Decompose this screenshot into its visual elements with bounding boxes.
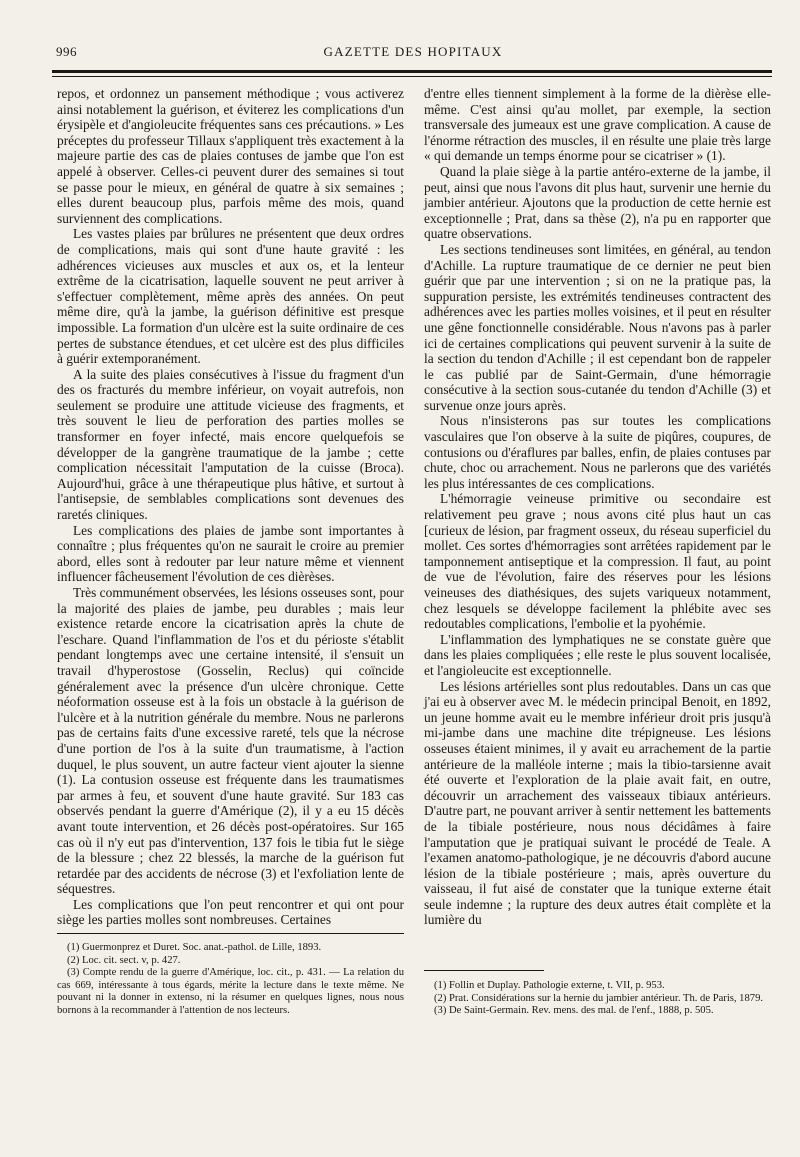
paragraph: Les lésions artérielles sont plus redoutables. Dans un cas que j'ai eu à observer avec M. le médecin principal Benoit, en 1892, un jeune homme avait eu le membre inférieur droit pris jusqu'à mi-jambe dans une machine dite trépigneuse. Les lésions osseuses étaient minimes, il y avait eu arrachement de la partie antérieure de la malléole interne ; mais la tibio-tarsienne avait été ouverte et l'exploration de la plaie avait fait, en outre, découvrir un arrachement des vaisseaux tibiaux antérieurs. D'autre part, ne pouvant arriver à sentir nettement les battements de la tibiale postérieure, nous nous décidâmes à faire l'amputation que je pratiquai suivant le procédé de Teale. A l'examen anatomo-pathologique, je ne découvris d'abord aucune lésion de la tibiale postérieure ; mais, après ouverture du vaisseau, il fut aisé de constater que la tunique externe était seule indemne ; la rupture des deux autres était complète et la lumière du — [424, 678, 771, 928]
footnote-rule — [57, 933, 404, 934]
paragraph: A la suite des plaies consécutives à l'issue du fragment d'un des os fracturés du membre inférieur, on voyait autrefois, non seulement se produire une attitude vicieuse des fragments, et très souvent le lieu de perforation des parties molles se transformer en foyer infecté, mais encore quelquefois se développer de la gangrène traumatique de la jambe ; cette complication nécessitait l'amputation de la cuisse (Broca). Aujourd'hui, grâce à une thérapeutique plus hâtive, et surtout à l'antisepsie, de semblables complications sont devenues des raretés cliniques. — [57, 366, 404, 523]
paragraph: L'inflammation des lymphatiques ne se constate guère que dans les plaies compliquées ; elle reste le plus souvent localisée, et l'angioleucite est exceptionnelle. — [424, 631, 771, 678]
page-number: 996 — [56, 44, 77, 59]
footnote: (1) Follin et Duplay. Pathologie externe, t. VII, p. 953. — [434, 980, 665, 992]
running-header — [56, 44, 770, 66]
paragraph: L'hémorragie veineuse primitive ou secondaire est relativement peu grave ; nous avons cité plus haut un cas [curieux de lésion, par fragment osseux, du réseau superficiel du mollet. Ces sortes d'hémorragies sont arrêtées rapidement par le tamponnement antiseptique et la compression. Il faut, au point de vue de l'évolution, faire des réserves pour les lésions veineuses des diathésiques, des sujets variqueux notamment, chez lesquels se développe facilement la phlébite avec ses redoutables complications, l'embolie et la pyohémie. — [424, 491, 771, 632]
paragraph: Les vastes plaies par brûlures ne présentent que deux ordres de complications, mais qui sont d'une haute gravité : les adhérences vicieuses aux muscles et aux os, et la lenteur extrême de la cicatrisation, laquelle souvent ne peut arriver à s'effectuer complètement, même après des années. On peut même dire, qu'à la jambe, la guérison définitive est presque impossible. La formation d'un ulcère est la suite ordinaire de ces pertes de substance étendues, et cet ulcère est des plus difficiles à guérir extemporanément. — [57, 226, 404, 367]
paragraph: Très communément observées, les lésions osseuses sont, pour la majorité des plaies de jambe, peu durables ; mais leur existence retarde encore la cicatrisation après la chute de l'eschare. Quand l'inflammation de l'os et du périoste s'établit pendant longtemps avec une certaine intensité, il s'ensuit un travail d'hyperostose (Gosselin, Reclus) qui coïncide généralement avec la présence d'un ulcère chronique. Cette néoformation osseuse est à la fois un obstacle à la guérison de l'ulcère et à la nutrition générale du membre. Nous ne parlerons pas de certains faits d'une excessive rareté, tels que la nécrose d'une portion de l'os à la suite d'un traumatisme, à l'action duquel, le plus souvent, un autre facteur vient ajouter la sienne (1). La contusion osseuse est fréquente dans les traumatismes par armes à feu, et souvent d'une haute gravité. Sur 183 cas observés pendant la guerre d'Amérique (2), il y a eu 15 décès avant toute intervention, et 26 décès post-opératoires. Sur 165 cas où il n'y eut pas d'intervention, 137 fois le tibia fut le siège de la blessure ; chez 22 blessés, la marche de la guérison fut retardée par des accidents de nécrose (3) et l'exfoliation lente de séquestres. — [57, 585, 404, 897]
header-rule-thin — [52, 76, 772, 77]
paragraph: Les sections tendineuses sont limitées, en général, au tendon d'Achille. La rupture traumatique de ce dernier ne peut bien guérir que par une intervention ; si on ne la pratique pas, la suppuration persiste, les extrémités tendineuses contractent des adhérences avec les parties molles voisines, et il peut en résulter une gêne fonctionnelle considérable. Nous n'avons pas à parler ici de certaines complications qui peuvent survenir à la suite de la section du tendon d'Achille ; il est cependant bon de rappeler le cas publié par de Saint-Germain, d'une hémorragie consécutive à la section sous-cutanée du tendon d'Achille (3) et survenue onze jours après. — [424, 241, 771, 413]
footnote: (2) Prat. Considérations sur la hernie du jambier antérieur. Th. de Paris, 1879. — [434, 992, 764, 1004]
paragraph: Les complications que l'on peut rencontrer et qui ont pour siège les parties molles sont nombreuses. Certaines — [57, 896, 404, 928]
footnote: (1) Guermonprez et Duret. Soc. anat.-pathol. de Lille, 1893. — [67, 942, 322, 954]
right-column — [424, 86, 771, 1018]
journal-title: GAZETTE DES HOPITAUX — [323, 44, 503, 59]
footnote: (2) Loc. cit. sect. v, p. 427. — [67, 954, 181, 966]
header-rule-thick — [52, 70, 772, 73]
footnote: (3) Compte rendu de la guerre d'Amérique, loc. cit., p. 431. — La relation du cas 669, intéressante à tous égards, mérite la lecture dans le texte même. Ne pouvant ni la donner in extenso, ni la résumer en quelques lignes, nous nous bornons à la recommander à l'attention de nos lecteurs. — [57, 967, 404, 1017]
footnote-rule — [424, 970, 544, 971]
paragraph: Nous n'insisterons pas sur toutes les complications vasculaires que l'on observe à la suite de piqûres, coupures, de contusions ou d'éraflures par balles, enfin, de plaies contuses par chute, choc ou arrachement. Nous ne parlerons que des variétés les plus intéressantes de ces complications. — [424, 413, 771, 491]
paragraph: Quand la plaie siège à la partie antéro-externe de la jambe, il peut, ainsi que nous l'avons dit plus haut, survenir une hernie du jambier antérieur. Ajoutons que la production de cette hernie est exceptionnelle ; Prat, dans sa thèse (2), n'a pu en rapporter que quatre observations. — [424, 163, 771, 242]
paragraph: repos, et ordonnez un pansement méthodique ; vous activerez ainsi notablement la guérison, et éviterez les complications d'un érysipèle et d'angioleucite fréquentes sans ces précautions. » Les préceptes du professeur Tillaux s'appliquent très exactement à la majeure partie des cas de plaies contuses de jambe que l'on est appelé à observer. Celles-ci peuvent durer des semaines si tout se passe pour le mieux, en général de quatre à six semaines ; elles durent beaucoup plus, parfois même des mois, quand surviennent des complications. — [57, 86, 404, 226]
left-column — [57, 86, 404, 1018]
paragraph: Les complications des plaies de jambe sont importantes à connaître ; plus fréquentes qu'on ne saurait le croire au premier abord, elles sont à redouter par leur nature même et viennent influencer fâcheusement l'évolution de ces dièrèses. — [57, 522, 404, 585]
footnote: (3) De Saint-Germain. Rev. mens. des mal. de l'enf., 1888, p. 505. — [434, 1005, 714, 1017]
paragraph: d'entre elles tiennent simplement à la forme de la dièrèse elle-même. C'est ainsi qu'au mollet, par exemple, la section transversale des jumeaux est une grave complication. A cause de l'énorme rétraction des muscles, il en résulte une plaie très large « qui demande un temps énorme pour se cicatriser » (1). — [424, 86, 771, 164]
